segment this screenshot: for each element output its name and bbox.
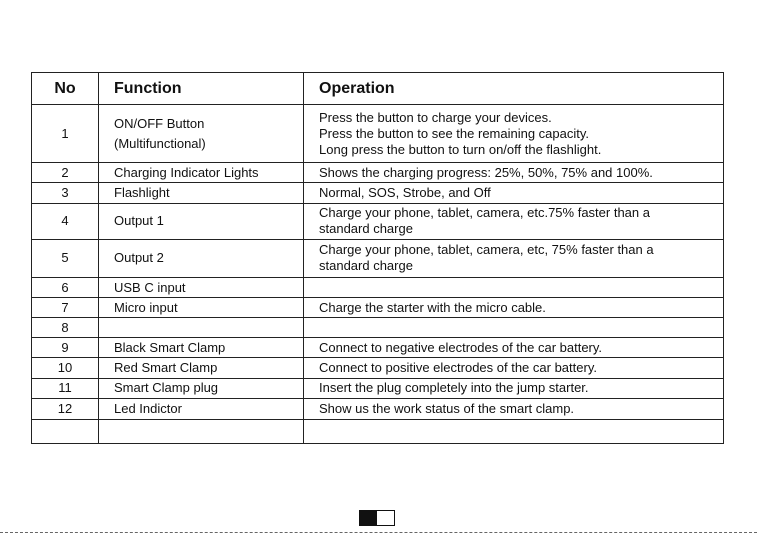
row-number: 6 (32, 277, 99, 297)
row-operation-line: Show us the work status of the smart clamp. (319, 400, 575, 416)
row-function-line: (Multifunctional) (114, 135, 206, 151)
row-function-line: USB C input (114, 279, 186, 295)
row-operation-line: Connect to negative electrodes of the car battery. (319, 339, 603, 355)
row-operation (304, 239, 724, 277)
header-no: No (32, 73, 99, 105)
row-function (99, 358, 304, 378)
row-operation-line: Insert the plug completely into the jump starter. (319, 380, 589, 396)
row-operation (304, 419, 724, 443)
row-number: 9 (32, 338, 99, 358)
table-row (32, 358, 724, 378)
row-number: 12 (32, 398, 99, 419)
row-function (99, 277, 304, 297)
row-function (99, 105, 304, 163)
table-row (32, 105, 724, 163)
table-row (32, 203, 724, 239)
row-function-line: ON/OFF Button (114, 115, 205, 131)
row-number: 3 (32, 183, 99, 203)
row-function-line: Flashlight (114, 185, 170, 200)
row-operation-line: standard charge (319, 221, 413, 237)
row-function (99, 419, 304, 443)
table-row (32, 419, 724, 443)
row-function (99, 378, 304, 398)
table-row (32, 277, 724, 297)
page-indicator-fill (360, 511, 377, 525)
table-row (32, 338, 724, 358)
table-row (32, 398, 724, 419)
row-operation (304, 318, 724, 338)
row-number: 5 (32, 239, 99, 277)
row-number: 11 (32, 378, 99, 398)
row-operation (304, 298, 724, 318)
function-table (31, 72, 724, 444)
header-operation: Operation (304, 73, 724, 105)
row-operation (304, 183, 724, 203)
row-operation-line: Connect to positive electrodes of the car battery. (319, 359, 597, 375)
table-row (32, 183, 724, 203)
row-operation-line: Long press the button to turn on/off the flashlight. (319, 141, 602, 157)
row-operation (304, 203, 724, 239)
row-function (99, 298, 304, 318)
row-function (99, 203, 304, 239)
row-operation-line: Press the button to charge your devices. (319, 109, 552, 125)
row-function-line: Red Smart Clamp (114, 359, 218, 375)
row-operation-line: Shows the charging progress: 25%, 50%, 75% and 100%. (319, 164, 653, 180)
row-operation (304, 378, 724, 398)
row-operation-line: Charge the starter with the micro cable. (319, 299, 546, 315)
row-operation (304, 398, 724, 419)
row-function-line: Smart Clamp plug (114, 380, 219, 396)
row-operation-line: Charge your phone, tablet, camera, etc.75% faster than a (319, 205, 650, 221)
table-row (32, 163, 724, 183)
table-row (32, 318, 724, 338)
row-operation-line: Normal, SOS, Strobe, and Off (319, 185, 491, 200)
row-function-line: Output 1 (114, 213, 164, 229)
bottom-divider (0, 532, 757, 533)
table-row (32, 378, 724, 398)
row-function (99, 239, 304, 277)
row-number: 7 (32, 298, 99, 318)
row-number: 8 (32, 318, 99, 338)
row-function-line: Black Smart Clamp (114, 339, 226, 355)
row-function-line: Micro input (114, 299, 178, 315)
row-function (99, 163, 304, 183)
header-row (32, 73, 724, 105)
row-operation (304, 358, 724, 378)
table-row (32, 239, 724, 277)
row-number: 1 (32, 105, 99, 163)
page-indicator (359, 510, 395, 526)
row-number: 4 (32, 203, 99, 239)
row-operation-line: Press the button to see the remaining capacity. (319, 125, 590, 141)
row-number: 2 (32, 163, 99, 183)
row-operation-line: Charge your phone, tablet, camera, etc, 75% faster than a (319, 242, 654, 258)
row-function-line: Charging Indicator Lights (114, 164, 259, 180)
row-operation (304, 277, 724, 297)
row-operation-line: standard charge (319, 258, 413, 274)
row-function (99, 318, 304, 338)
row-operation (304, 105, 724, 163)
header-function: Function (99, 73, 304, 105)
row-function (99, 338, 304, 358)
row-operation (304, 163, 724, 183)
table-row (32, 298, 724, 318)
row-number: 10 (32, 358, 99, 378)
row-operation (304, 338, 724, 358)
row-function (99, 183, 304, 203)
row-function (99, 398, 304, 419)
row-function-line: Output 2 (114, 250, 164, 266)
row-function-line: Led Indictor (114, 400, 182, 416)
row-number (32, 419, 99, 443)
